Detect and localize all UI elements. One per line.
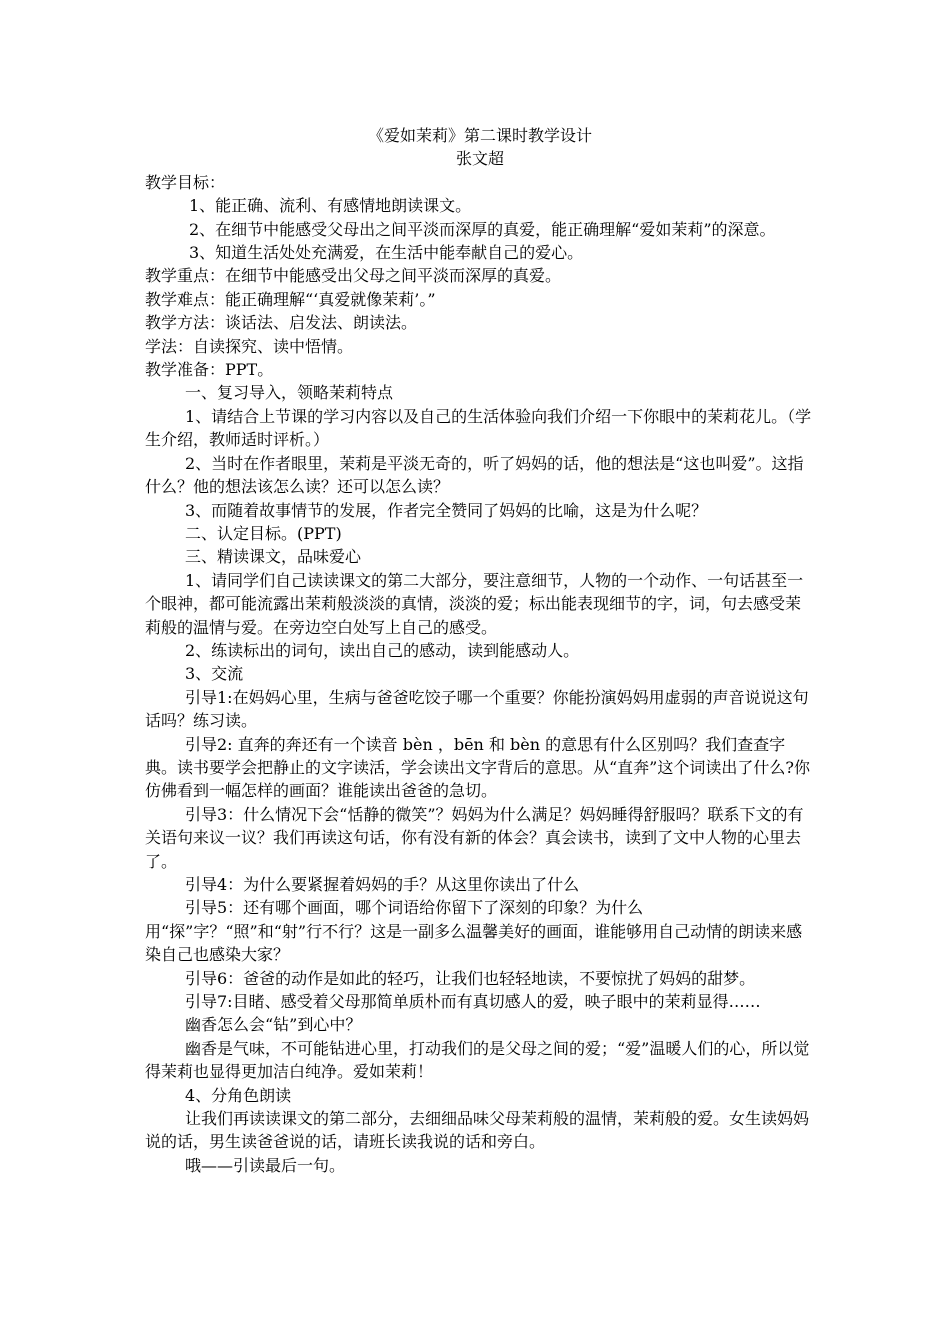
paragraph: 引导5：还有哪个画面，哪个词语给你留下了深刻的印象？为什么用“探”字？“照”和“射”行不行？这是一副多么温馨美好的画面，谁能够用自己动情的朗读来感染自己也感染大家？ bbox=[145, 898, 803, 965]
paragraph: 1、请结合上节课的学习内容以及自己的生活体验向我们介绍一下你眼中的茉莉花儿。（学生介绍，教师适时评析。） bbox=[145, 406, 812, 450]
document-title: 《爱如茉莉》第二课时教学设计 bbox=[367, 126, 592, 145]
paragraph: 1、请同学们自己读读课文的第二大部分，要注意细节，人物的一个动作、一句话甚至一个眼神，都可能流露出茉莉般淡淡的真情，淡淡的爱；标出能表现细节的字，词，句去感受茉莉般的温情与爱。在旁边空白处写上自己的感受。 bbox=[145, 570, 804, 637]
paragraph: 引导6：爸爸的动作是如此的轻巧，让我们也轻轻地读，不要惊扰了妈妈的甜梦。 bbox=[185, 968, 756, 988]
paragraph: 4、分角色朗读 bbox=[185, 1085, 292, 1105]
paragraph: 2、在细节中能感受父母出之间平淡而深厚的真爱，能正确理解“爱如茉莉”的深意。 bbox=[189, 219, 776, 239]
paragraph: 幽香是气味，不可能钻进心里，打动我们的是父母之间的爱；“爱”温暖人们的心，所以觉得茉莉也显得更加洁白纯净。爱如茉莉！ bbox=[145, 1038, 810, 1082]
paragraph: 教学难点：能正确理解“‘真爱就像茉莉’。” bbox=[145, 289, 436, 309]
document-author: 张文超 bbox=[455, 149, 504, 169]
paragraph: 教学重点：在细节中能感受出父母之间平淡而深厚的真爱。 bbox=[145, 266, 562, 286]
paragraph: 引导4：为什么要紧握着妈妈的手？从这里你读出了什么 bbox=[185, 875, 580, 894]
paragraph: 哦——引读最后一句。 bbox=[185, 1155, 346, 1175]
paragraph: 引导1:在妈妈心里，生病与爸爸吃饺子哪一个重要？你能扮演妈妈用虚弱的声音说说这句话吗？练习读。 bbox=[145, 687, 809, 731]
paragraph: 2、当时在作者眼里，茉莉是平淡无奇的，听了妈妈的话，他的想法是“这也叫爱”。这指什么？他的想法该怎么读？还可以怎么读？ bbox=[145, 453, 804, 497]
paragraph: 三、精读课文，品味爱心 bbox=[185, 547, 362, 567]
paragraph: 2、练读标出的词句，读出自己的感动，读到能感动人。 bbox=[185, 640, 580, 660]
paragraph: 教学目标： bbox=[145, 172, 226, 192]
paragraph: 3、而随着故事情节的发展，作者完全赞同了妈妈的比喻，这是为什么呢？ bbox=[185, 500, 708, 520]
paragraph: 3、交流 bbox=[185, 664, 244, 684]
paragraph: 教学准备：PPT。 bbox=[145, 360, 274, 380]
paragraph: 一、复习导入，领略茉莉特点 bbox=[185, 383, 394, 403]
paragraph: 引导3：什么情况下会“恬静的微笑”？妈妈为什么满足？妈妈睡得舒服吗？联系下文的有关语句来议一议？我们再读这句话，你有没有新的体会？真会读书，读到了文中人物的心里去了。 bbox=[145, 804, 804, 871]
paragraph: 引导2: 直奔的奔还有一个读音 bèn ，bēn 和 bèn 的意思有什么区别吗？我们查查字典。读书要学会把静止的文字读活，学会读出文字背后的意思。从“直奔”这个词读出了什么?你仿佛看到一幅怎样的画面？谁能读出爸爸的急切。 bbox=[145, 734, 810, 801]
paragraph: 引导7:目睹、感受着父母那简单质朴而有真切感人的爱，映子眼中的茉莉显得…… bbox=[185, 992, 761, 1012]
paragraph: 让我们再读读课文的第二部分，去细细品味父母茉莉般的温情，茉莉般的爱。女生读妈妈说的话，男生读爸爸说的话，请班长读我说的话和旁白。 bbox=[145, 1109, 810, 1152]
paragraph-list bbox=[145, 171, 815, 1177]
paragraph: 幽香怎么会“钻”到心中？ bbox=[185, 1015, 362, 1035]
paragraph: 3、知道生活处处充满爱，在生活中能奉献自己的爱心。 bbox=[189, 243, 584, 263]
paragraph: 教学方法：谈话法、启发法、朗读法。 bbox=[145, 313, 418, 333]
document-body bbox=[145, 124, 815, 1177]
paragraph: 1、能正确、流利、有感情地朗读课文。 bbox=[189, 196, 472, 216]
paragraph: 二、认定目标。(PPT) bbox=[185, 523, 342, 543]
paragraph: 学法：自读探究、读中悟情。 bbox=[145, 336, 354, 356]
